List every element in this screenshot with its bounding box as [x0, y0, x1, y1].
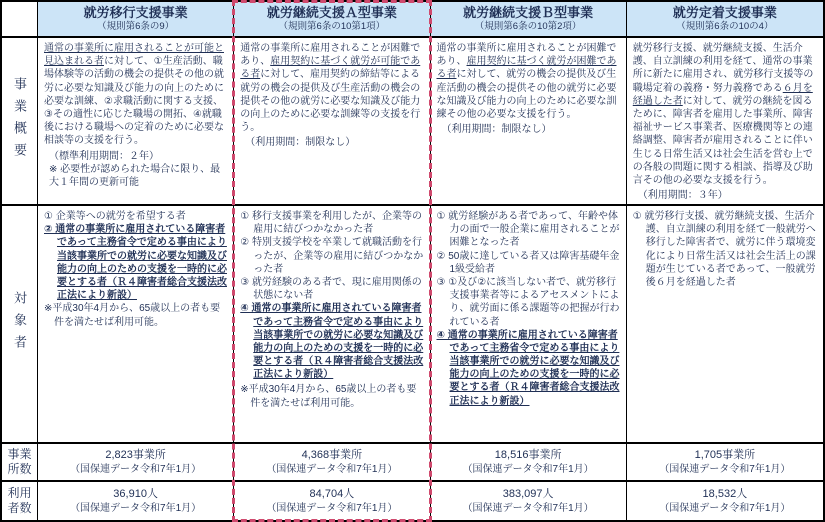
overview-lead-rest: に対して、①生産活動、職場体験等の活動の機会の提供その他の就労に必要な知識及び能力の向上のために必要な訓練、②求職活動に関する支援、③その適性に応じた職場の開拓、④就職後における職場への定着のために必要な相談等の支援を行う。 — [44, 56, 224, 147]
target-item-4-new: ④ 通常の事業所に雇用されている障害者であって主務省令で定める事由により当該事業所での就労に必要な知識及び能力の向上のための支援を一時的に必要とする者（Ｒ４障害者総合支援法改正法により新設） — [436, 329, 620, 407]
overview-row — [2, 38, 823, 206]
overview-period: （利用期間：制限なし） — [441, 124, 552, 136]
row-label-text: 事業所数 — [7, 447, 32, 476]
target-cell-teichaku — [627, 206, 823, 442]
row-label-offices — [2, 444, 38, 480]
overview-text — [44, 42, 227, 148]
users-count: 36,910人 — [113, 488, 158, 501]
target-item-3: ③ ①及び②に該当しない者で、就労移行支援事業者等によるアセスメントにより、就労面に係る課題等の把握が行われている者 — [436, 276, 620, 328]
offices-cell-b — [431, 444, 627, 480]
target-item-3: ③ 就労経験のある者で、現に雇用関係の状態にない者 — [240, 276, 422, 302]
header-row — [2, 2, 823, 38]
target-row — [2, 206, 823, 444]
data-source: （国保連データ令和7年1月） — [659, 463, 791, 475]
target-note: ※平成30年4月から、65歳以上の者も要件を満たせば利用可能。 — [44, 303, 221, 328]
target-cell-iko — [38, 206, 234, 442]
row-label-text: 事業概要 — [12, 77, 27, 165]
overview-lead-rest: に対して、雇用契約の締結等による就労の機会の提供及び生産活動の機会の提供その他の就労に必要な知識及び能力の向上のために必要な訓練等の支援を行う。 — [240, 69, 421, 134]
overview-cell-b — [431, 38, 627, 204]
column-title: 就労継続支援Ｂ型事業 — [463, 4, 594, 20]
target-item-1: ① 企業等への就労を希望する者 — [44, 211, 186, 222]
overview-lead-underline: 雇用契約に基づく就労が可能である者 — [240, 56, 421, 81]
target-cell-b — [431, 206, 627, 442]
target-item-2: ② 特別支援学校を卒業して就職活動を行ったが、企業等の雇用に結びつかなかった者 — [240, 237, 424, 275]
data-source: （国保連データ令和7年1月） — [462, 463, 594, 475]
column-subtitle: （規則第6条の10の4） — [676, 20, 774, 32]
overview-lead-rest: に対して、就労の継続を図るために、障害者を雇用した事業所、障害福祉サービス事業者、医療機関等との連絡調整、障害者が雇用されることに伴い生じる日常生活又は社会生活を営む上での各般の問題に関する相談、指導及び助言その他の必要な支援を行う。 — [632, 95, 813, 186]
overview-text — [240, 42, 423, 134]
data-source: （国保連データ令和7年1月） — [462, 502, 594, 514]
overview-cell-teichaku — [627, 38, 823, 204]
overview-text — [633, 42, 817, 187]
users-count: 84,704人 — [309, 488, 355, 501]
target-cell-a — [234, 206, 430, 442]
users-row — [2, 482, 823, 520]
overview-lead-rest: に対して、就労の機会の提供及び生産活動の機会の提供その他の就労に必要な知識及び能力の向上のために必要な訓練その他の必要な支援を行う。 — [436, 69, 617, 120]
offices-count: 2,823事業所 — [105, 449, 166, 462]
users-cell-b — [431, 482, 627, 520]
column-subtitle: （規則第6条の9） — [97, 20, 175, 32]
column-subtitle: （規則第6条の10第2項） — [474, 20, 582, 32]
offices-cell-iko — [38, 444, 234, 480]
overview-period: （利用期間：制限なし） — [245, 137, 356, 149]
column-title: 就労移行支援事業 — [83, 4, 188, 20]
column-title: 就労継続支援Ａ型事業 — [266, 4, 397, 20]
column-header-keizoku-a — [234, 2, 430, 36]
target-note: ※平成30年4月から、65歳以上の者も要件を満たせば利用可能。 — [240, 384, 417, 409]
users-count: 18,532人 — [702, 488, 748, 501]
column-subtitle: （規則第6条の10第1項） — [278, 20, 386, 32]
corner-cell — [2, 2, 38, 36]
overview-period: （標準利用期間：２年） — [49, 150, 159, 162]
row-label-users — [2, 482, 38, 520]
offices-count: 4,368事業所 — [301, 449, 363, 462]
row-label-target — [2, 206, 38, 442]
offices-row — [2, 444, 823, 482]
target-item-4-new: ④ 通常の事業所に雇用されている障害者であって主務省令で定める事由により当該事業所での就労に必要な知識及び能力の向上のための支援を一時的に必要とする者（Ｒ４障害者総合支援法改正法により新設） — [240, 303, 424, 381]
target-item-2-new: ② 通常の事業所に雇用されている障害者であって主務省令で定める事由により当該事業所での就労に必要な知識及び能力の向上のための支援を一時的に必要とする者（Ｒ４障害者総合支援法改正法により新設） — [44, 224, 227, 302]
users-cell-a — [234, 482, 430, 520]
overview-cell-a — [234, 38, 430, 204]
users-count: 383,097人 — [502, 488, 554, 501]
column-header-keizoku-b — [431, 2, 627, 36]
users-cell-teichaku — [627, 482, 823, 520]
users-cell-iko — [38, 482, 234, 520]
data-source: （国保連データ令和7年1月） — [70, 502, 202, 514]
overview-text — [437, 42, 620, 121]
column-header-teichaku — [627, 2, 823, 36]
target-item-1: ① 就労経験がある者であって、年齢や体力の面で一般企業に雇用されることが困難となった者 — [436, 211, 620, 249]
overview-lead-plain: 通常の事業所に雇用されることが困難であり、 — [436, 43, 617, 68]
row-label-text: 対象者 — [12, 291, 27, 357]
overview-cell-iko — [38, 38, 234, 204]
overview-period: （利用期間：３年） — [637, 190, 728, 202]
data-source: （国保連データ令和7年1月） — [70, 463, 202, 475]
target-item-2: ② 50歳に達している者又は障害基礎年金1級受給者 — [436, 250, 620, 275]
offices-cell-teichaku — [627, 444, 823, 480]
column-header-shuro-iko — [38, 2, 234, 36]
overview-lead-plain: 就労移行支援、就労継続支援、生活介護、自立訓練の利用を経て、通常の事業所に新たに雇用され、就労移行支援等の職場定着の義務・努力義務である — [632, 43, 814, 94]
data-source: （国保連データ令和7年1月） — [266, 463, 398, 475]
offices-count: 18,516事業所 — [494, 449, 562, 462]
target-item-1: ① 就労移行支援、就労継続支援、生活介護、自立訓練の利用を経て一般就労へ移行した障害者で、就労に伴う環境変化により日常生活又は社会生活上の課題が生じている者であって、一般就労後６月を経過した者 — [632, 211, 816, 288]
overview-lead-underline: 通常の事業所に雇用されることが可能と見込まれる者 — [44, 43, 224, 68]
overview-lead-underline: ６月を経過した者 — [632, 82, 813, 107]
data-source: （国保連データ令和7年1月） — [659, 502, 791, 514]
row-label-overview — [2, 38, 38, 204]
offices-count: 1,705事業所 — [694, 449, 756, 462]
offices-cell-a — [234, 444, 430, 480]
column-title: 就労定着支援事業 — [672, 4, 777, 20]
overview-lead-underline: 雇用契約に基づく就労が困難である者 — [436, 56, 617, 81]
overview-note: ※ 必要性が認められた場合に限り、最大１年間の更新可能 — [49, 163, 221, 188]
row-label-text: 利用者数 — [7, 486, 32, 515]
target-item-1: ① 移行支援事業を利用したが、企業等の雇用に結びつかなかった者 — [240, 211, 422, 236]
overview-lead-plain: 通常の事業所に雇用されることが困難であり、 — [240, 43, 421, 68]
data-source: （国保連データ令和7年1月） — [266, 502, 398, 514]
